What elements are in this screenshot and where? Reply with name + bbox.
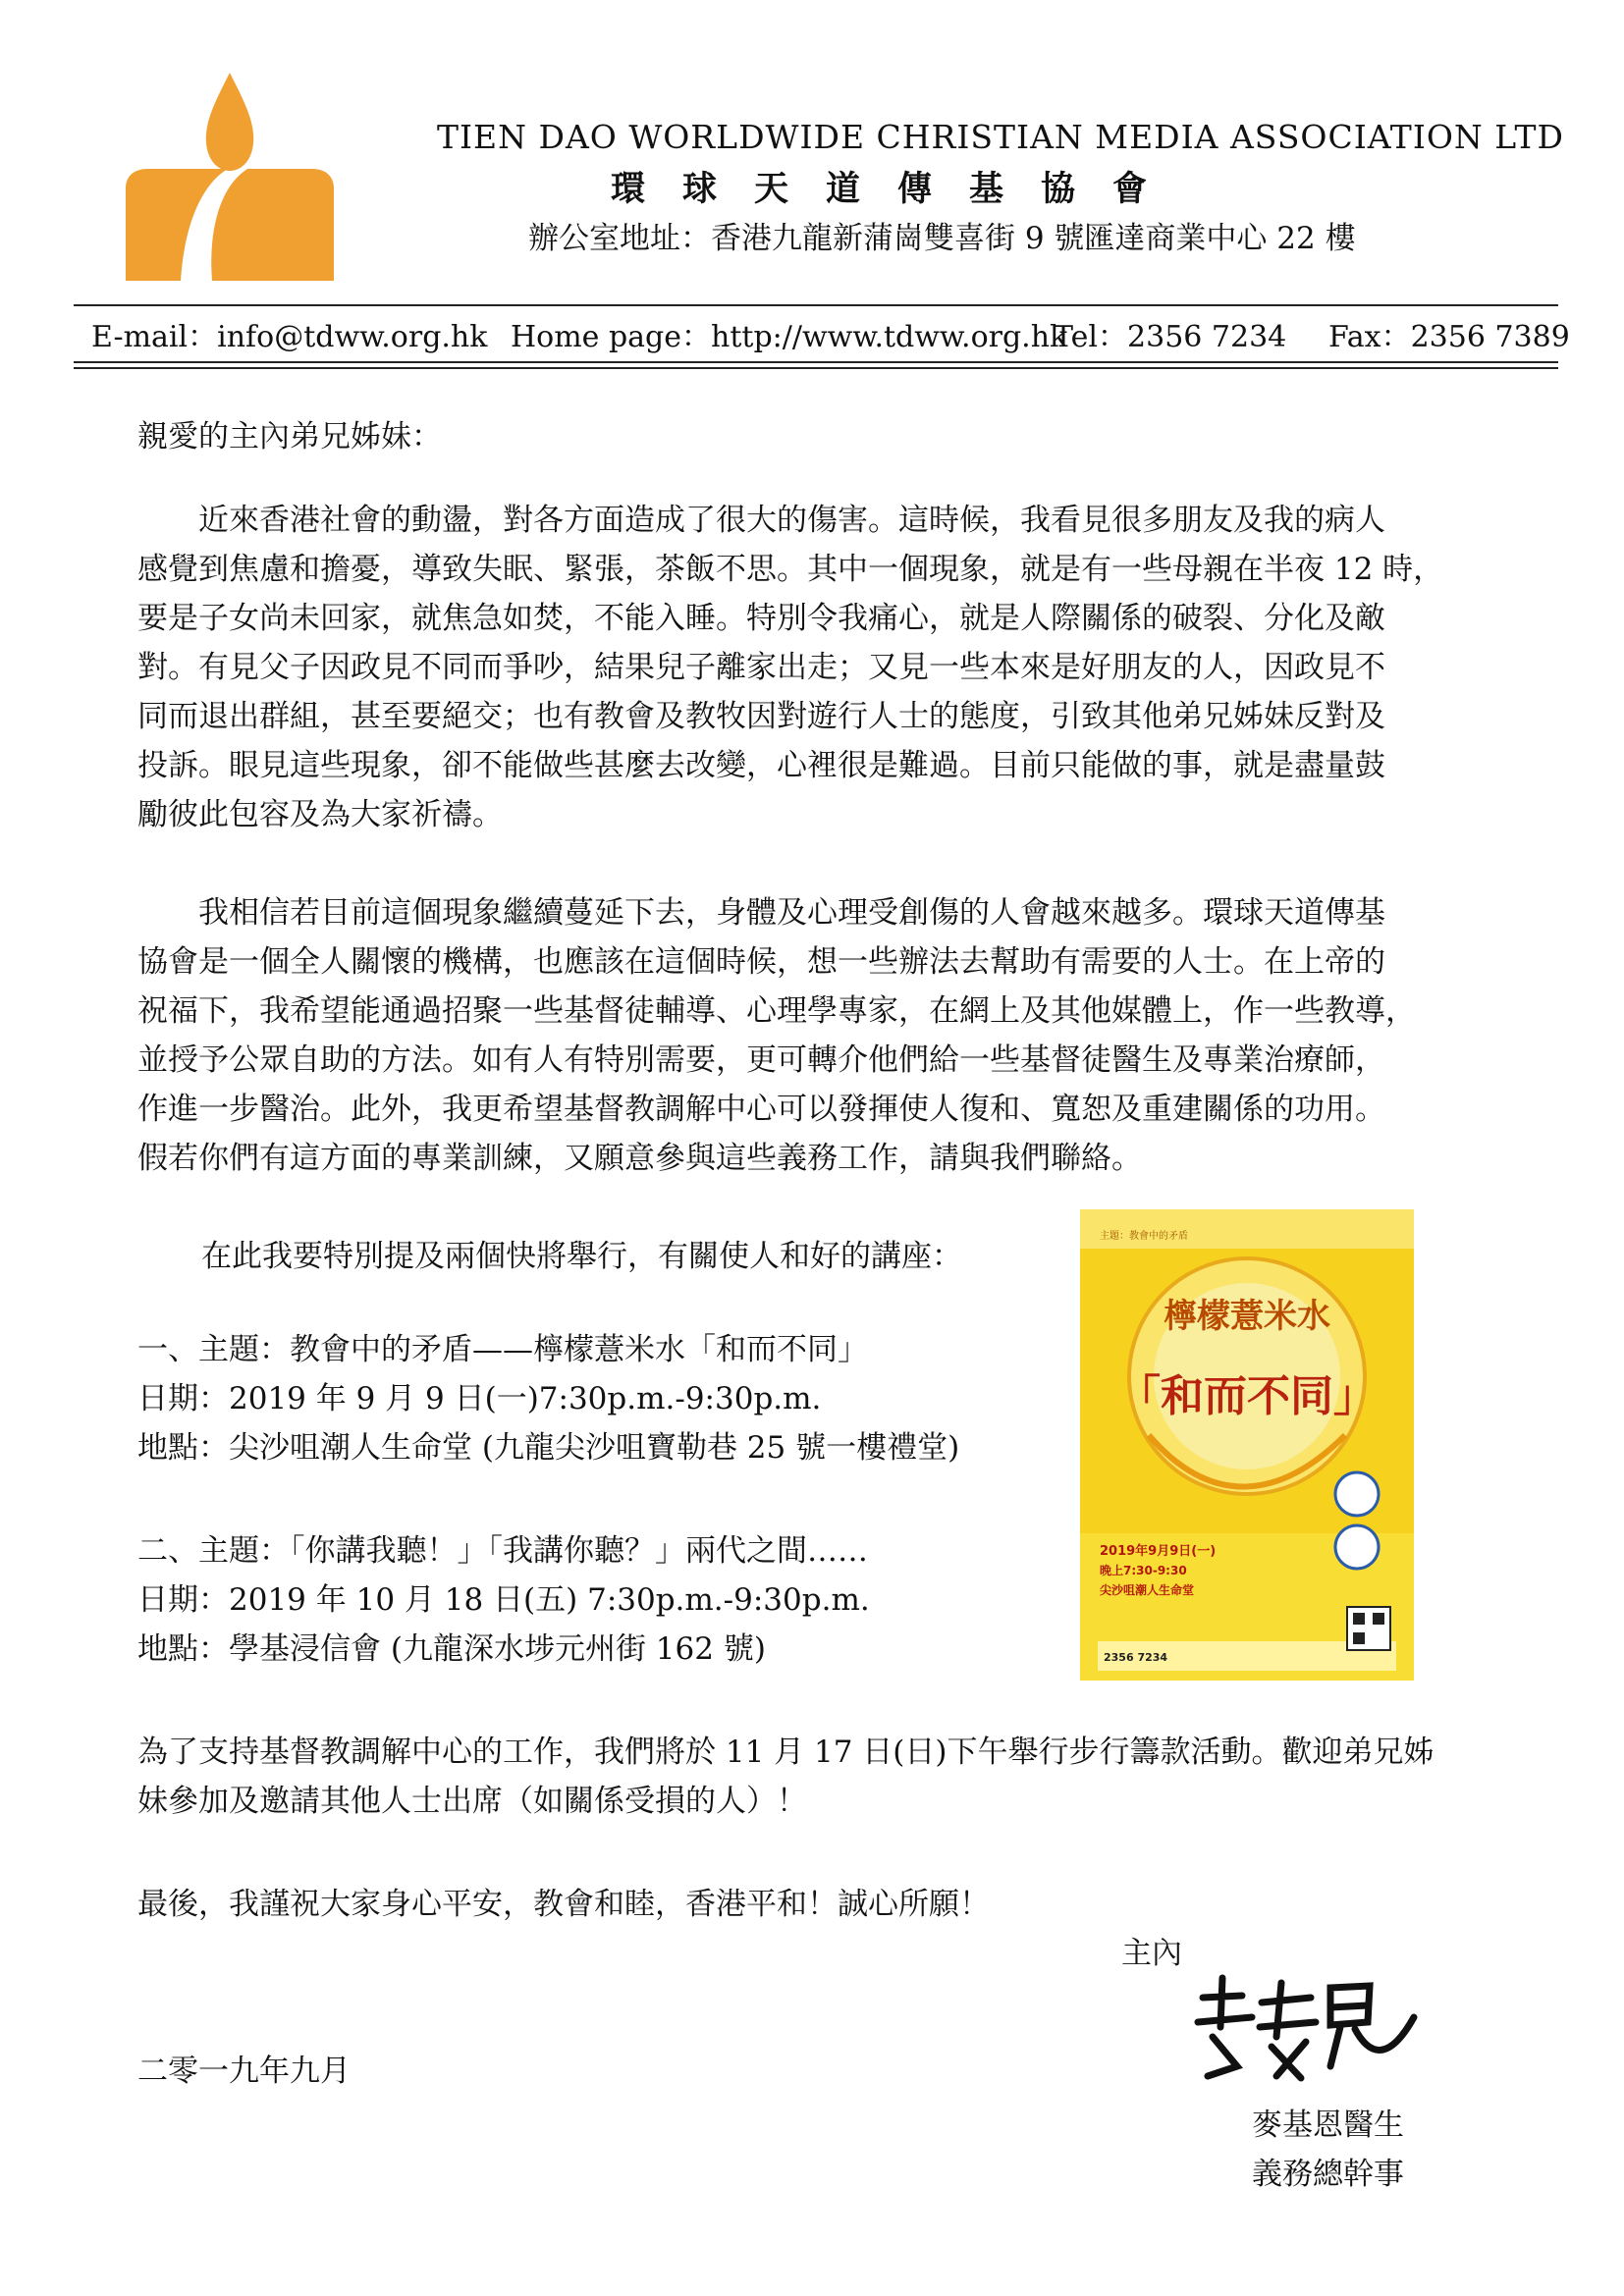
contact-homepage[interactable]: Home page：http://www.tdww.org.hk: [511, 320, 1068, 354]
greeting: 親愛的主內弟兄姊妹：: [137, 419, 442, 454]
contact-tel: Tel：2356 7234: [1054, 320, 1287, 354]
paragraph-2: [137, 888, 1492, 1183]
organization-logo: [126, 73, 334, 281]
office-address: 辦公室地址：香港九龍新蒲崗雙喜街 9 號匯達商業中心 22 樓: [528, 221, 1356, 256]
event-2: [137, 1526, 870, 1674]
event-1: [137, 1325, 959, 1472]
event-venue: 地點：尖沙咀潮人生命堂 (九龍尖沙咀寶勒巷 25 號一樓禮堂): [137, 1430, 960, 1466]
handwritten-signature: [1183, 1968, 1419, 2086]
poster-time: 晚上7:30-9:30: [1100, 1564, 1187, 1577]
paragraph-5: 最後，我謹祝大家身心平安，教會和睦，香港平和！誠心所願！: [137, 1887, 990, 1922]
poster-venue: 尖沙咀潮人生命堂: [1100, 1583, 1195, 1597]
signer-title: 義務總幹事: [1252, 2157, 1404, 2192]
event-date: 日期：2019 年 10 月 18 日(五) 7:30p.m.-9:30p.m.: [137, 1582, 870, 1618]
poster-tel: 2356 7234: [1104, 1651, 1168, 1664]
poster-subtitle: 主題：教會中的矛盾: [1100, 1231, 1188, 1242]
paragraph-line: 作進一步醫治。此外，我更希望基督教調解中心可以發揮使人復和、寬恕及重建關係的功用。: [137, 1092, 1385, 1127]
paragraph-line: 我相信若目前這個現象繼續蔓延下去，身體及心理受創傷的人會越來越多。環球天道傳基: [137, 895, 1385, 931]
header-divider-bottom: [74, 361, 1558, 363]
header-divider-top: [74, 304, 1558, 306]
paragraph-line: 勵彼此包容及為大家祈禱。: [137, 797, 503, 832]
paragraph-line: 祝福下，我希望能通過招聚一些基督徒輔導、心理學專家，在網上及其他媒體上，作一些教導，: [137, 993, 1416, 1029]
paragraph-3: 在此我要特別提及兩個快將舉行，有關使人和好的講座：: [201, 1239, 962, 1274]
paragraph-line: 投訴。眼見這些現象，卻不能做些甚麼去改變，心裡很是難過。目前只能做的事，就是盡量鼓: [137, 748, 1385, 783]
poster-date: 2019年9月9日(一): [1100, 1544, 1217, 1559]
event-poster: [1080, 1209, 1414, 1681]
poster-title-main: 「和而不同」: [1117, 1371, 1377, 1421]
paragraph-line: 並授予公眾自助的方法。如有人有特別需要，更可轉介他們給一些基督徒醫生及專業治療師，: [137, 1042, 1385, 1078]
signer-name: 麥基恩醫生: [1252, 2108, 1404, 2143]
paragraph-line: 為了支持基督教調解中心的工作，我們將於 11 月 17 日(日)下午舉行步行籌款活動。歡迎弟兄姊: [137, 1735, 1435, 1770]
closing: 主內: [1121, 1936, 1182, 1971]
letter-date: 二零一九年九月: [137, 2054, 351, 2089]
event-topic: 一、主題：教會中的矛盾——檸檬薏米水「和而不同」: [137, 1332, 868, 1367]
header-divider-bottom-double: [74, 367, 1558, 369]
paragraph-line: 同而退出群組，甚至要絕交；也有教會及教牧因對遊行人士的態度，引致其他弟兄姊妹反對及: [137, 699, 1385, 734]
contact-fax: Fax：2356 7389: [1328, 320, 1570, 354]
paragraph-4: [137, 1728, 1492, 1826]
event-venue: 地點：學基浸信會 (九龍深水埗元州街 162 號): [137, 1631, 766, 1667]
paragraph-line: 近來香港社會的動盪，對各方面造成了很大的傷害。這時候，我看見很多朋友及我的病人: [137, 503, 1385, 538]
paragraph-line: 感覺到焦慮和擔憂，導致失眠、緊張，茶飯不思。其中一個現象，就是有一些母親在半夜 12 時，: [137, 552, 1444, 587]
paragraph-line: 假若你們有這方面的專業訓練，又願意參與這些義務工作，請與我們聯絡。: [137, 1141, 1142, 1176]
contact-email[interactable]: E-mail：info@tdww.org.hk: [91, 320, 488, 354]
organization-name-chinese: 環球天道傳基協會: [611, 169, 1185, 209]
paragraph-line: 對。有見父子因政見不同而爭吵，結果兒子離家出走；又見一些本來是好朋友的人，因政見不: [137, 650, 1385, 685]
contact-bar: [74, 312, 1570, 355]
event-topic: 二、主題：「你講我聽！」「我講你聽？」兩代之間……: [137, 1533, 868, 1569]
paragraph-line: 妹參加及邀請其他人士出席（如關係受損的人）！: [137, 1784, 807, 1819]
organization-name-english: TIEN DAO WORLDWIDE CHRISTIAN MEDIA ASSOCIATION LTD: [437, 118, 1564, 156]
poster-title-top: 檸檬薏米水: [1164, 1297, 1330, 1336]
paragraph-1: [137, 496, 1492, 839]
paragraph-line: 要是子女尚未回家，就焦急如焚，不能入睡。特別令我痛心，就是人際關係的破裂、分化及敵: [137, 601, 1385, 636]
paragraph-line: 協會是一個全人關懷的機構，也應該在這個時候，想一些辦法去幫助有需要的人士。在上帝的: [137, 944, 1385, 980]
event-date: 日期：2019 年 9 月 9 日(一)7:30p.m.-9:30p.m.: [137, 1381, 822, 1416]
